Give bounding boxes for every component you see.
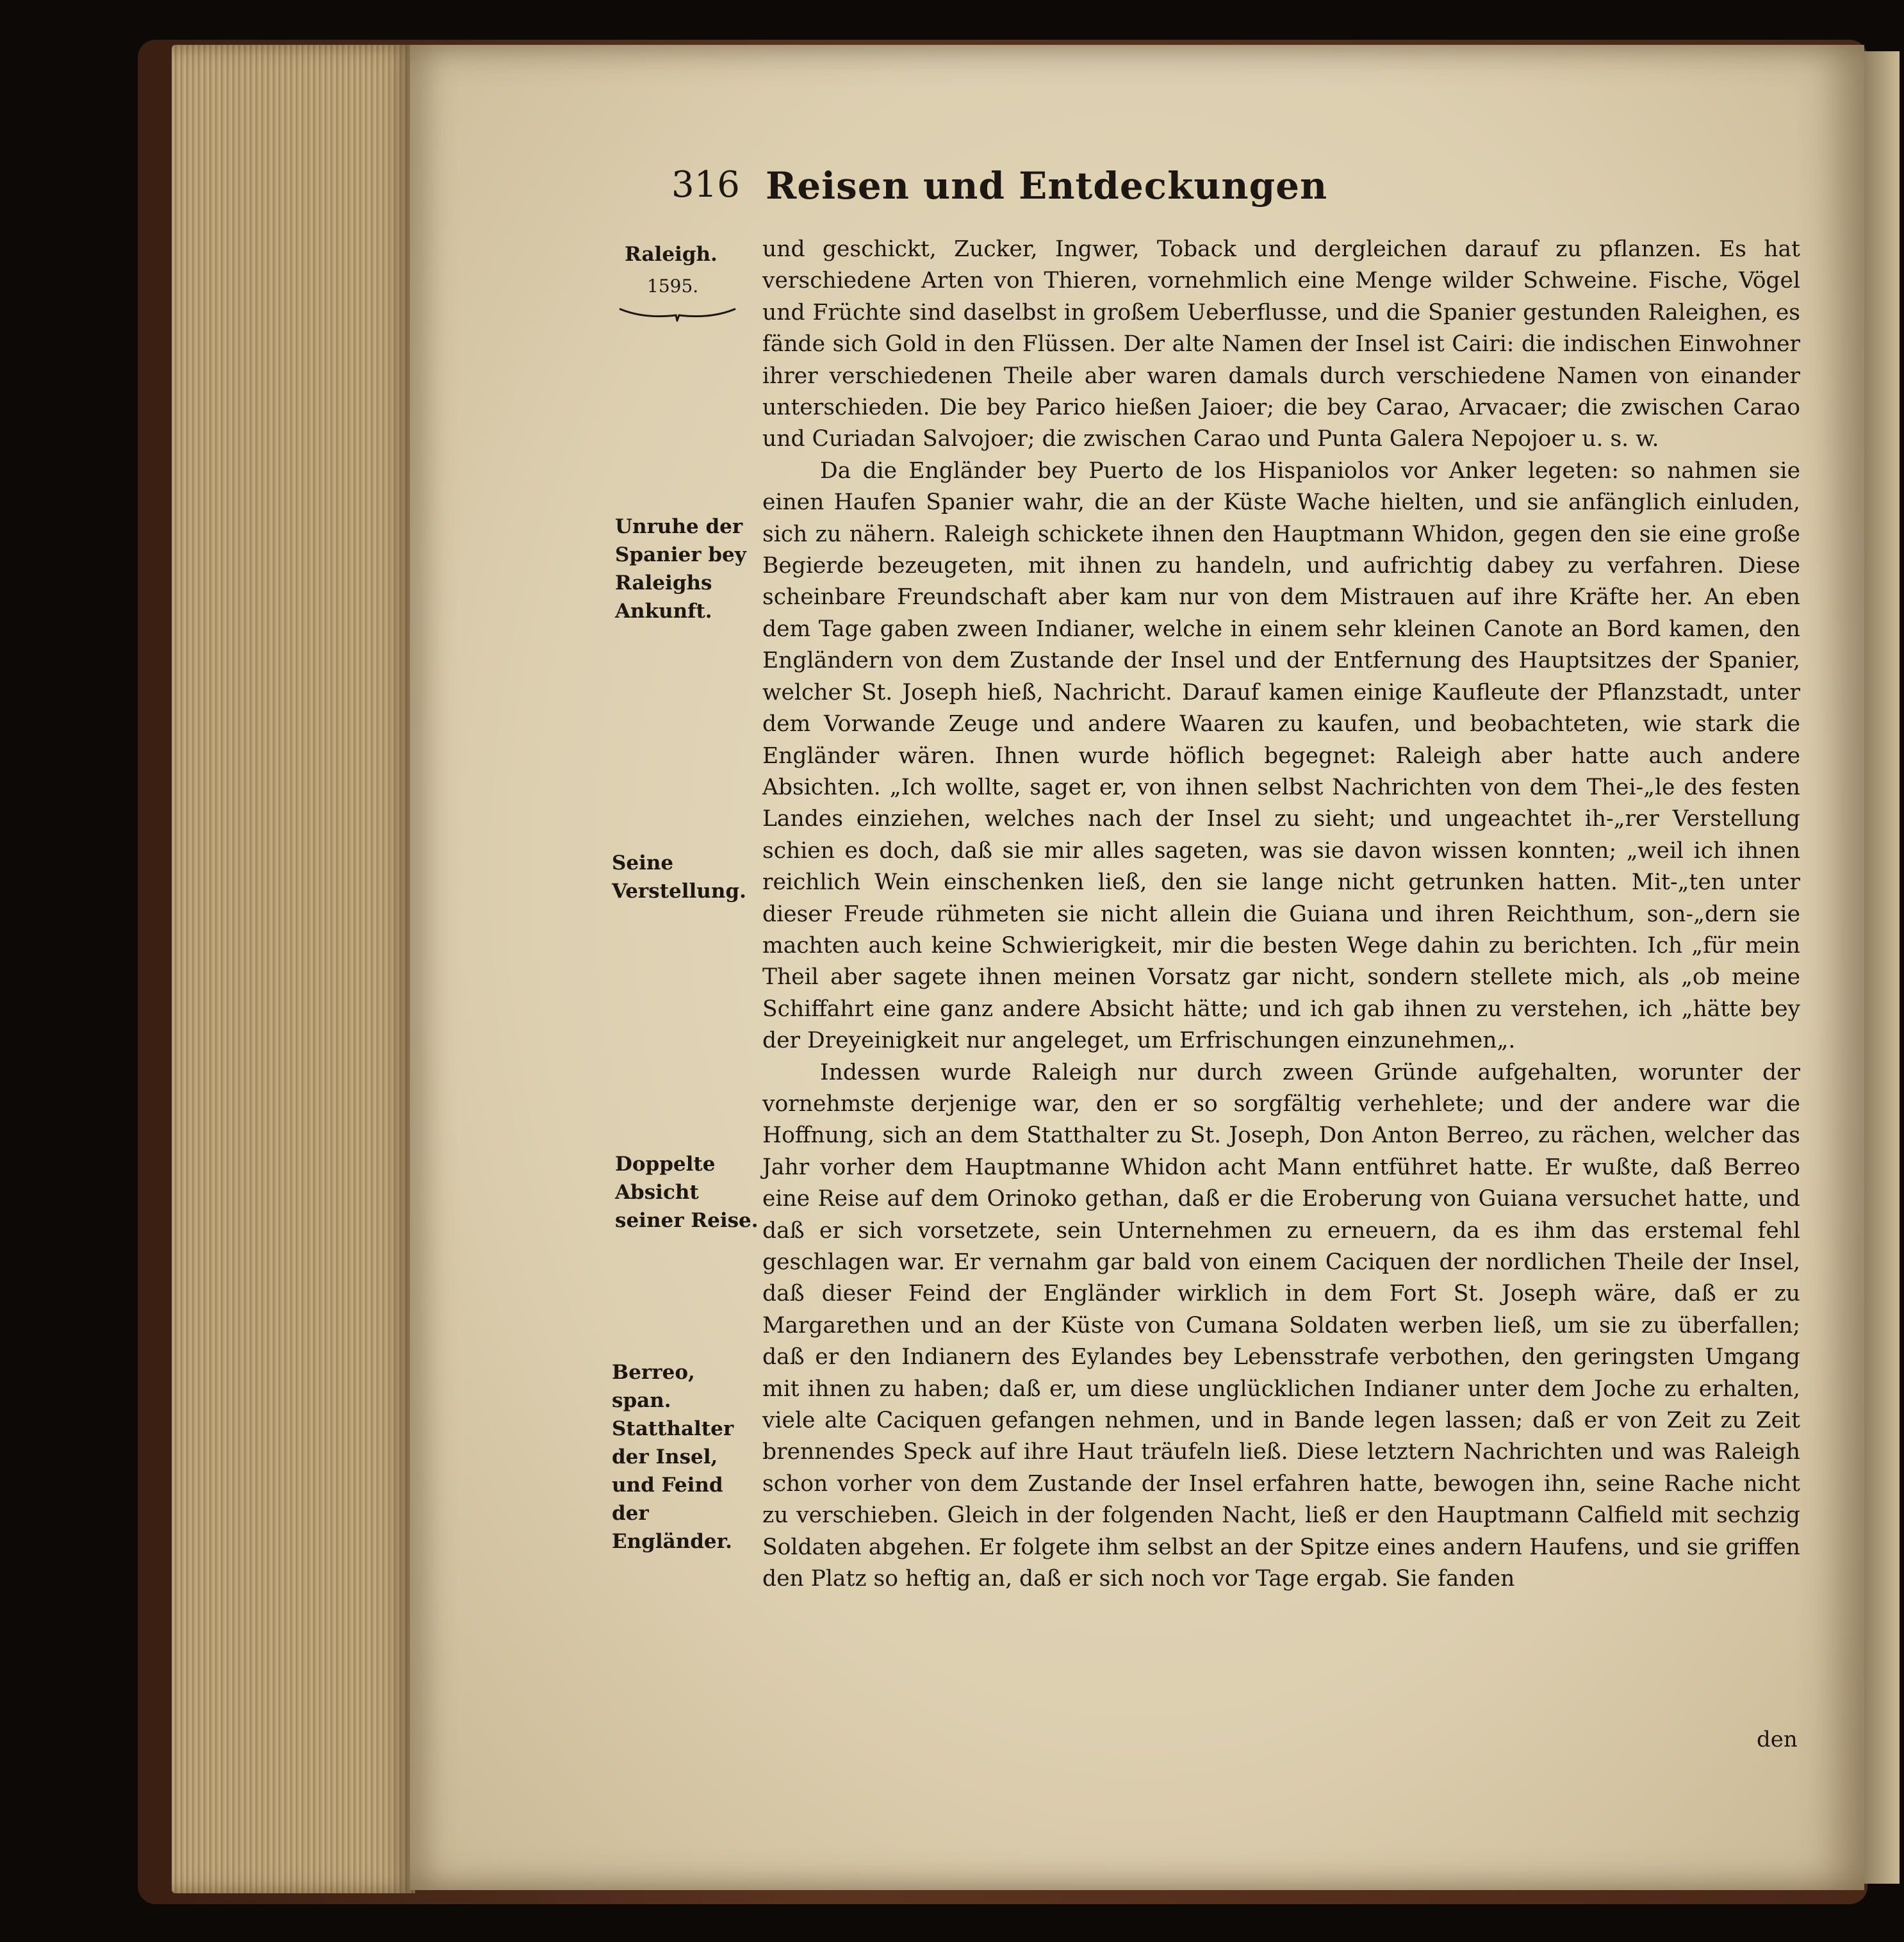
page-number: 316 bbox=[671, 164, 740, 206]
catchword: den bbox=[1757, 1727, 1798, 1752]
brace-ornament bbox=[618, 306, 737, 322]
margin-note-year: 1595. bbox=[647, 276, 699, 297]
main-text-column bbox=[762, 234, 1800, 1595]
paragraph-2: Da die Engländer bey Puerto de los Hispaniolos vor Anker legeten: so nahmen sie einen Haufen Spanier wahr, die an der Küste Wache hielten, und sie anfänglich einluden, sich zu nähern. Raleigh schickete ihnen den Hauptmann Whidon, gegen den sie eine große Begierde bezeugeten, mit ihnen zu handeln, und aufrichtig dabey zu verfahren. Diese scheinbare Freundschaft aber kam nur von dem Mistrauen auf ihre Kräfte her. An eben dem Tage gaben zween Indianer, welche in einem sehr kleinen Canote an Bord kamen, den Engländern von dem Zustande der Insel und der Entfernung des Hauptsitzes der Spanier, welcher St. Joseph hieß, Nachricht. Darauf kamen einige Kaufleute der Pflanzstadt, unter dem Vorwande Zeuge und andere Waaren zu kaufen, und beobachteten, wie stark die Engländer wären. Ihnen wurde höflich begegnet: Raleigh aber hatte auch andere Absichten. „Ich wollte, saget er, von ihnen selbst Nachrichten von dem Thei-„le des festen Landes einziehen, welches nach der Insel zu sieht; und ungeachtet ih-„rer Verstellung schien es doch, daß sie mir alles sageten, was sie davon wissen konnten; „weil ich ihnen reichlich Wein einschenken ließ, den sie lange nicht getrunken hatten. Mit-„ten unter dieser Freude rühmeten sie nicht allein die Guiana und ihren Reichthum, son-„dern sie machten auch keine Schwierigkeit, mir die besten Wege dahin zu berichten. Ich „für mein Theil aber sagete ihnen meinen Vorsatz gar nicht, sondern stellete mich, als „ob meine Schiffahrt eine ganz andere Absicht hätte; und ich gab ihnen zu verstehen, ich „hätte bey der Dreyeinigkeit nur angeleget, um Erfrischungen einzunehmen„. bbox=[762, 457, 1800, 1054]
margin-note-raleigh: Raleigh. bbox=[625, 243, 718, 266]
running-title: Reisen und Entdeckungen bbox=[766, 164, 1328, 208]
paragraph-3: Indessen wurde Raleigh nur durch zween Gründe aufgehalten, worunter der vornehmste derjenige war, den er so sorgfältig verhehlete; und der andere war die Hoffnung, sich an dem Statthalter zu St. Joseph, Don Anton Berreo, zu rächen, welcher das Jahr vorher dem Hauptmanne Whidon acht Mann entführet hatte. Er wußte, daß Berreo eine Reise auf dem Orinoko gethan, daß er die Eroberung von Guiana versuchet hatte, und daß er sich vorsetzete, sein Unternehmen zu erneuern, da es ihm das erstemal fehl geschlagen war. Er vernahm gar bald von einem Caciquen der nordlichen Theile der Insel, daß dieser Feind der Engländer wirklich in dem Fort St. Joseph wäre, daß er zu Margarethen und an der Küste von Cumana Soldaten werben ließ, um sie zu überfallen; daß er den Indianern des Eylandes bey Lebensstrafe verbothen, den geringsten Umgang mit ihnen zu haben; daß er, um diese unglücklichen Indianer unter dem Joche zu erhalten, viele alte Caciquen gefangen nehmen, und in Bande legen lassen; daß er von Zeit zu Zeit brennendes Speck auf ihre Haut träufeln ließ. Diese letztern Nachrichten und was Raleigh schon vorher von dem Zustande der Insel erfahren hatte, bewogen ihn, seine Rache nicht zu verschieben. Gleich in der folgenden Nacht, ließ er den Hauptmann Calfield mit sechzig Soldaten abgehen. Er folgete ihm selbst an der Spitze eines andern Haufens, und sie griffen den Platz so heftig an, daß er sich noch vor Tage ergab. Sie fanden bbox=[762, 1059, 1800, 1592]
page-fore-edge bbox=[172, 45, 415, 1893]
next-page-edge bbox=[1861, 51, 1900, 1884]
margin-note-berreo: Berreo, span. Statthalter der Insel, und Feind der Engländer. bbox=[612, 1361, 734, 1553]
margin-note-unruhe: Unruhe der Spanier bey Raleighs Ankunft. bbox=[615, 515, 746, 623]
margin-note-absicht: Doppelte Absicht seiner Reise. bbox=[615, 1153, 759, 1232]
paragraph-1: und geschickt, Zucker, Ingwer, Toback und dergleichen darauf zu pflanzen. Es hat verschiedene Arten von Thieren, vornehmlich eine Menge wilder Schweine. Fische, Vögel und Früchte sind daselbst in großem Ueberflusse, und die Spanier gestunden Raleighen, es fände sich Gold in den Flüssen. Der alte Namen der Insel ist Cairi: die indischen Einwohner ihrer verschiedenen Theile aber waren damals durch verschiedene Namen von einander unterschieden. Die bey Parico hießen Jaioer; die bey Carao, Arvacaer; die zwischen Carao und Curiadan Salvojoer; die zwischen Carao und Punta Galera Nepojoer u. s. w. bbox=[762, 236, 1800, 452]
margin-note-verstellung: Seine Verstellung. bbox=[612, 852, 746, 903]
